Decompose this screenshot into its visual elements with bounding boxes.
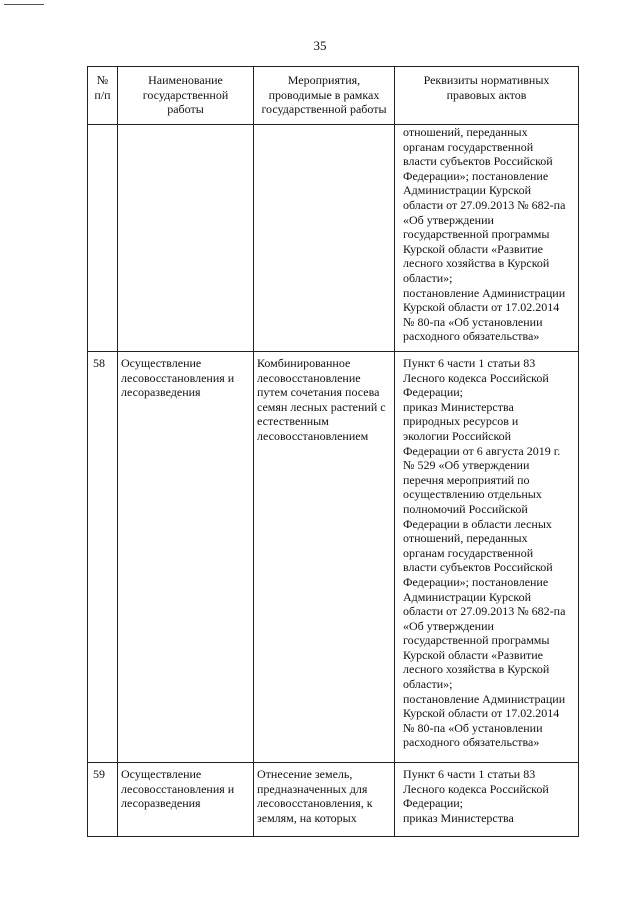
cell-measures (254, 352, 395, 763)
text-line: Федерации; (403, 385, 464, 400)
cell-measures (254, 125, 395, 352)
text-line: отношений, переданных (403, 125, 528, 139)
text-line: государственной программы (403, 227, 550, 242)
text-line: Администрации Курской (403, 183, 532, 198)
text-line: Пункт 6 части 1 статьи 83 (403, 356, 536, 370)
text-line: Осуществление (121, 767, 202, 781)
text-line: осуществлению отдельных (403, 487, 542, 502)
text-line: № 80-па «Об установлении (403, 720, 543, 735)
header-legal-acts: Реквизиты нормативных правовых актов (395, 67, 579, 125)
table-row-59 (88, 763, 579, 837)
text-line: приказ Министерства (403, 399, 514, 414)
text-line: № 80-па «Об установлении (403, 314, 543, 329)
header-measures: Мероприятия, проводимые в рамках государственной работы (254, 67, 395, 125)
text-line: «Об утверждении (403, 618, 494, 633)
text-line: природных ресурсов и (403, 414, 519, 429)
text-line: приказ Министерства (403, 810, 514, 825)
cell-legal-acts (395, 352, 579, 763)
legal-acts-table (87, 66, 579, 837)
text-line: области от 27.09.2013 № 682-па (403, 604, 566, 619)
text-line: отношений, переданных (403, 531, 528, 546)
text-line: Федерации в области лесных (403, 516, 552, 531)
text-line: Курской области «Развитие (403, 241, 544, 256)
text-line: предназначенных для (257, 781, 368, 796)
text-line: органам государственной (403, 139, 534, 154)
cell-number: 58 (88, 352, 118, 763)
text-line: Лесного кодекса Российской (403, 370, 549, 385)
text-line: Отнесение земель, (257, 767, 353, 781)
text-line: перечня мероприятий по (403, 472, 530, 487)
cell-work-name (118, 125, 254, 352)
text-line: расходного обязательства» (403, 329, 540, 344)
header-number: № п/п (88, 67, 118, 125)
text-line: Курской области от 17.02.2014 (403, 706, 560, 721)
text-line: полномочий Российской (403, 501, 528, 516)
cell-number: 59 (88, 763, 118, 837)
text-line: Федерации от 6 августа 2019 г. (403, 443, 561, 458)
text-line: Администрации Курской (403, 589, 532, 604)
text-line: лесовосстановления и (121, 781, 235, 796)
text-line: области»; (403, 677, 453, 692)
cell-legal-acts (395, 763, 579, 837)
text-line: лесного хозяйства в Курской (403, 662, 550, 677)
text-line: органам государственной (403, 545, 534, 560)
cell-legal-acts (395, 125, 579, 352)
text-line: Федерации»; постановление (403, 574, 549, 589)
text-line: Курской области от 17.02.2014 (403, 300, 560, 315)
cell-measures (254, 763, 395, 837)
cell-number (88, 125, 118, 352)
text-line: Федерации; (403, 796, 464, 811)
text-line: лесоразведения (121, 796, 201, 811)
text-line: расходного обязательства» (403, 735, 540, 750)
table-row-continuation (88, 125, 579, 352)
text-line: № 529 «Об утверждении (403, 458, 530, 473)
cell-work-name (118, 763, 254, 837)
text-line: лесовосстановлением (257, 428, 369, 443)
text-line: лесоразведения (121, 385, 201, 400)
text-line: землям, на которых (257, 810, 357, 825)
header-work-name: Наименование государственной работы (118, 67, 254, 125)
text-line: естественным (257, 414, 329, 429)
text-line: Лесного кодекса Российской (403, 781, 549, 796)
text-line: Пункт 6 части 1 статьи 83 (403, 767, 536, 781)
text-line: постановление Администрации (403, 285, 566, 300)
text-line: лесовосстановления, к (257, 796, 373, 811)
text-line: Комбинированное (257, 356, 351, 370)
table-row-58 (88, 352, 579, 763)
cell-work-name (118, 352, 254, 763)
text-line: семян лесных растений с (257, 399, 386, 414)
text-line: государственной программы (403, 633, 550, 648)
text-line: области от 27.09.2013 № 682-па (403, 197, 566, 212)
text-line: лесовосстановления и (121, 370, 235, 385)
text-line: экологии Российской (403, 428, 512, 443)
page-number: 35 (313, 38, 327, 53)
text-line: лесного хозяйства в Курской (403, 256, 550, 271)
text-line: путем сочетания посева (257, 385, 380, 400)
text-line: области»; (403, 270, 453, 285)
text-line: лесовосстановление (257, 370, 361, 385)
text-line: Федерации»; постановление (403, 168, 549, 183)
text-line: «Об утверждении (403, 212, 494, 227)
text-line: Курской области «Развитие (403, 647, 544, 662)
text-line: Осуществление (121, 356, 202, 370)
text-line: постановление Администрации (403, 691, 566, 706)
text-line: власти субъектов Российской (403, 560, 553, 575)
scan-corner-mark (4, 4, 44, 11)
table-header-row (88, 67, 579, 125)
text-line: власти субъектов Российской (403, 154, 553, 169)
